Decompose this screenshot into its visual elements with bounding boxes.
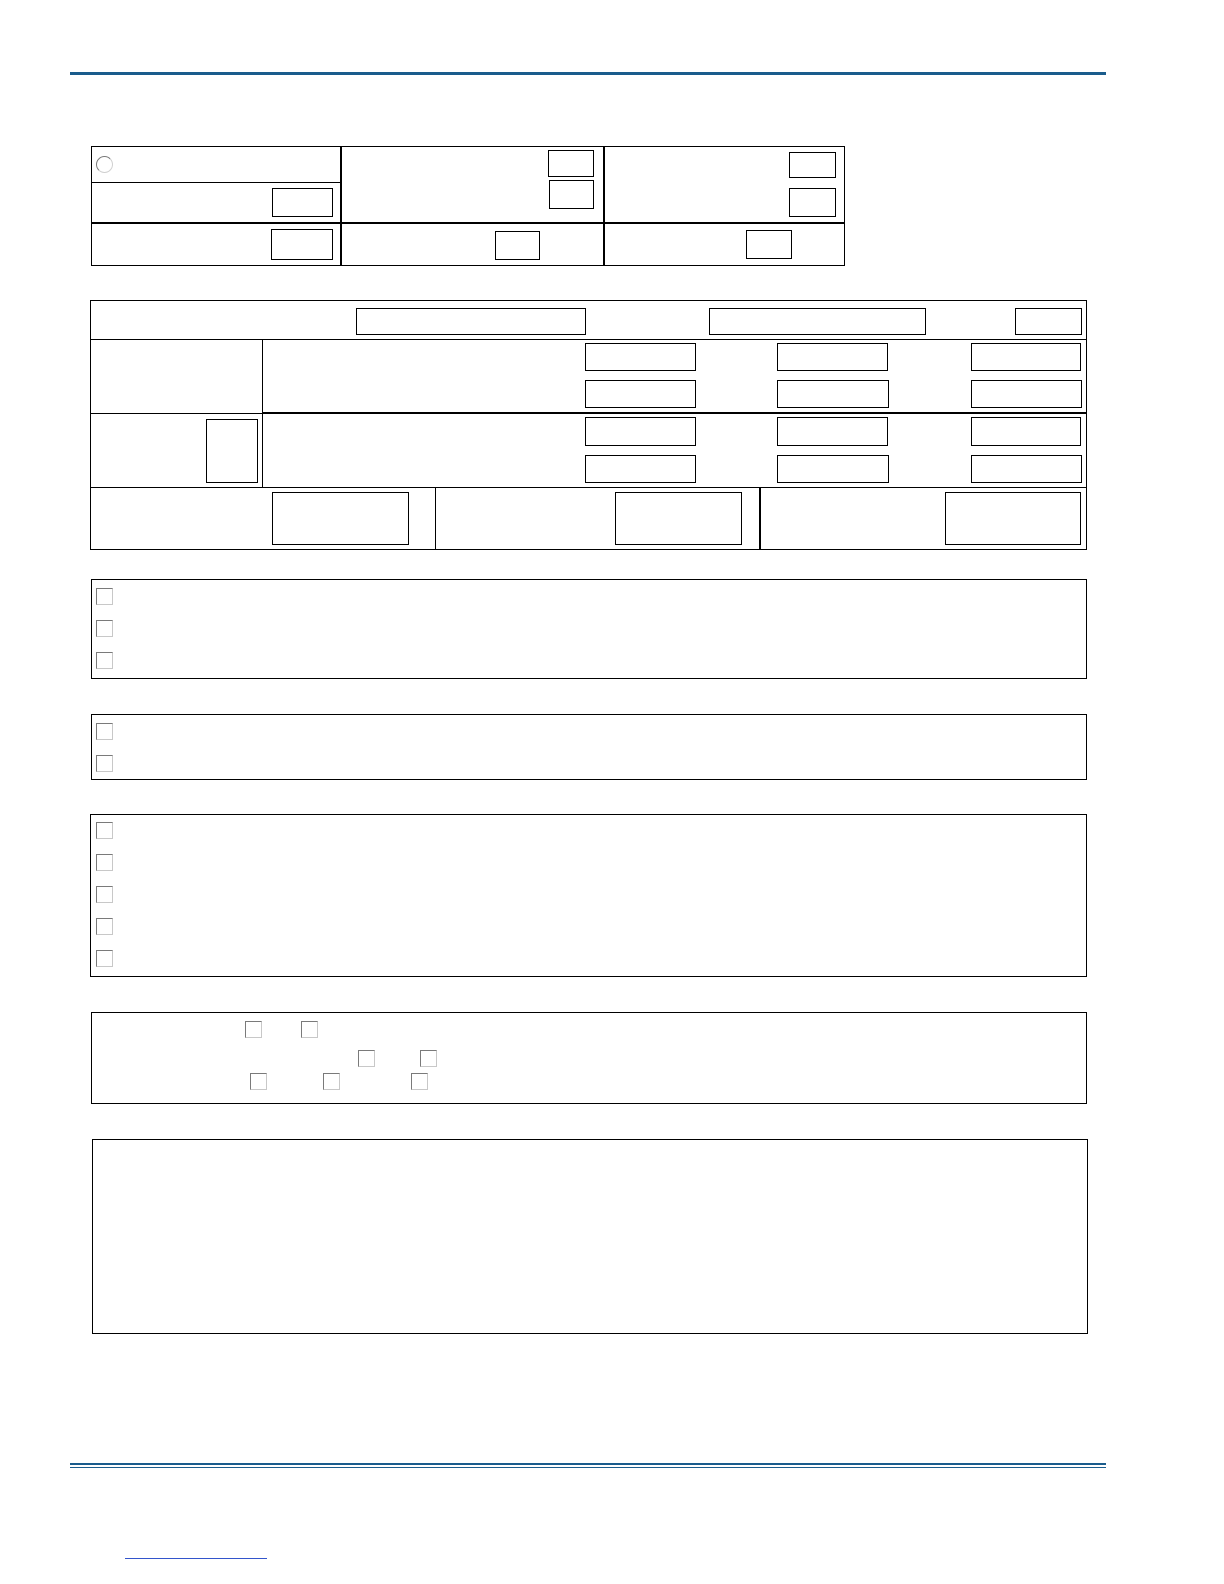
section-2-line-2: [262, 412, 1087, 414]
section-2-header-field-2[interactable]: [709, 308, 926, 335]
section-1-field-right-3[interactable]: [746, 230, 792, 259]
section-2-bottom-field-1[interactable]: [272, 492, 409, 545]
section-3-checkbox-1[interactable]: [96, 588, 113, 605]
section-2-vline-bottom-b: [759, 487, 761, 550]
section-2-header-field-1[interactable]: [356, 308, 586, 335]
section-1-field-left-1[interactable]: [272, 188, 333, 217]
section-6-checkbox-row2-b[interactable]: [420, 1050, 437, 1067]
section-1-radio[interactable]: [96, 156, 113, 173]
section-5-checkbox-5[interactable]: [96, 950, 113, 967]
section-5-checkbox-2[interactable]: [96, 854, 113, 871]
section-2-grid-r1-c1[interactable]: [585, 343, 696, 371]
section-1-field-mid-2[interactable]: [549, 180, 594, 209]
header-rule: [70, 72, 1106, 75]
section-1-row-line-b: [91, 222, 845, 224]
section-2-grid-r2-c3[interactable]: [971, 380, 1082, 408]
section-1-row-line-a: [91, 182, 341, 183]
section-2-grid-r1-c3[interactable]: [971, 343, 1081, 371]
section-1-field-right-1[interactable]: [789, 152, 836, 178]
section-4-frame: [91, 714, 1087, 780]
section-2-grid-r3-c3[interactable]: [971, 417, 1081, 446]
section-6-checkbox-row2-a[interactable]: [358, 1050, 375, 1067]
section-1-frame: [91, 146, 845, 266]
section-3-frame: [91, 579, 1087, 679]
footer-rule-top: [70, 1463, 1106, 1465]
section-2-bottom-field-2[interactable]: [615, 492, 742, 545]
section-2-grid-r4-c3[interactable]: [971, 455, 1082, 483]
section-5-frame: [90, 814, 1087, 977]
section-7-textarea[interactable]: [92, 1139, 1088, 1334]
section-5-checkbox-4[interactable]: [96, 918, 113, 935]
section-2-grid-r2-c1[interactable]: [585, 380, 696, 408]
section-2-bottom-field-3[interactable]: [945, 492, 1081, 545]
section-2-line-3: [90, 487, 1087, 488]
section-2-grid-r2-c2[interactable]: [777, 380, 889, 408]
section-2-grid-r3-c1[interactable]: [585, 417, 696, 446]
section-2-grid-r1-c2[interactable]: [777, 343, 888, 371]
section-2-vline-bottom-a: [435, 487, 436, 550]
section-5-checkbox-1[interactable]: [96, 822, 113, 839]
footer-rule-bottom: [70, 1467, 1106, 1468]
section-1-divider-b: [603, 146, 605, 266]
section-2-line-2-left: [90, 413, 262, 414]
section-4-checkbox-2[interactable]: [96, 755, 113, 772]
section-1-field-mid-1[interactable]: [548, 150, 594, 177]
section-3-checkbox-3[interactable]: [96, 652, 113, 669]
section-3-checkbox-2[interactable]: [96, 620, 113, 637]
section-1-field-left-2[interactable]: [271, 229, 333, 260]
section-6-checkbox-row3-b[interactable]: [323, 1073, 340, 1090]
section-2-grid-r3-c2[interactable]: [777, 417, 888, 446]
section-2-line-1: [90, 339, 1087, 340]
section-2-vline-label: [262, 339, 263, 487]
section-1-field-right-2[interactable]: [789, 188, 836, 217]
section-6-frame: [91, 1012, 1087, 1104]
section-4-checkbox-1[interactable]: [96, 723, 113, 740]
section-1-divider-a: [340, 146, 342, 266]
section-2-grid-r4-c2[interactable]: [777, 455, 889, 483]
footer-link-underline[interactable]: [125, 1558, 267, 1559]
section-5-checkbox-3[interactable]: [96, 886, 113, 903]
section-6-checkbox-row1-b[interactable]: [301, 1021, 318, 1038]
section-2-grid-r4-c1[interactable]: [585, 455, 696, 483]
section-6-checkbox-row1-a[interactable]: [245, 1021, 262, 1038]
section-2-side-field[interactable]: [206, 419, 258, 483]
section-1-field-mid-3[interactable]: [495, 231, 540, 260]
section-6-checkbox-row3-a[interactable]: [250, 1073, 267, 1090]
section-2-header-field-3[interactable]: [1015, 308, 1082, 335]
section-6-checkbox-row3-c[interactable]: [411, 1073, 428, 1090]
